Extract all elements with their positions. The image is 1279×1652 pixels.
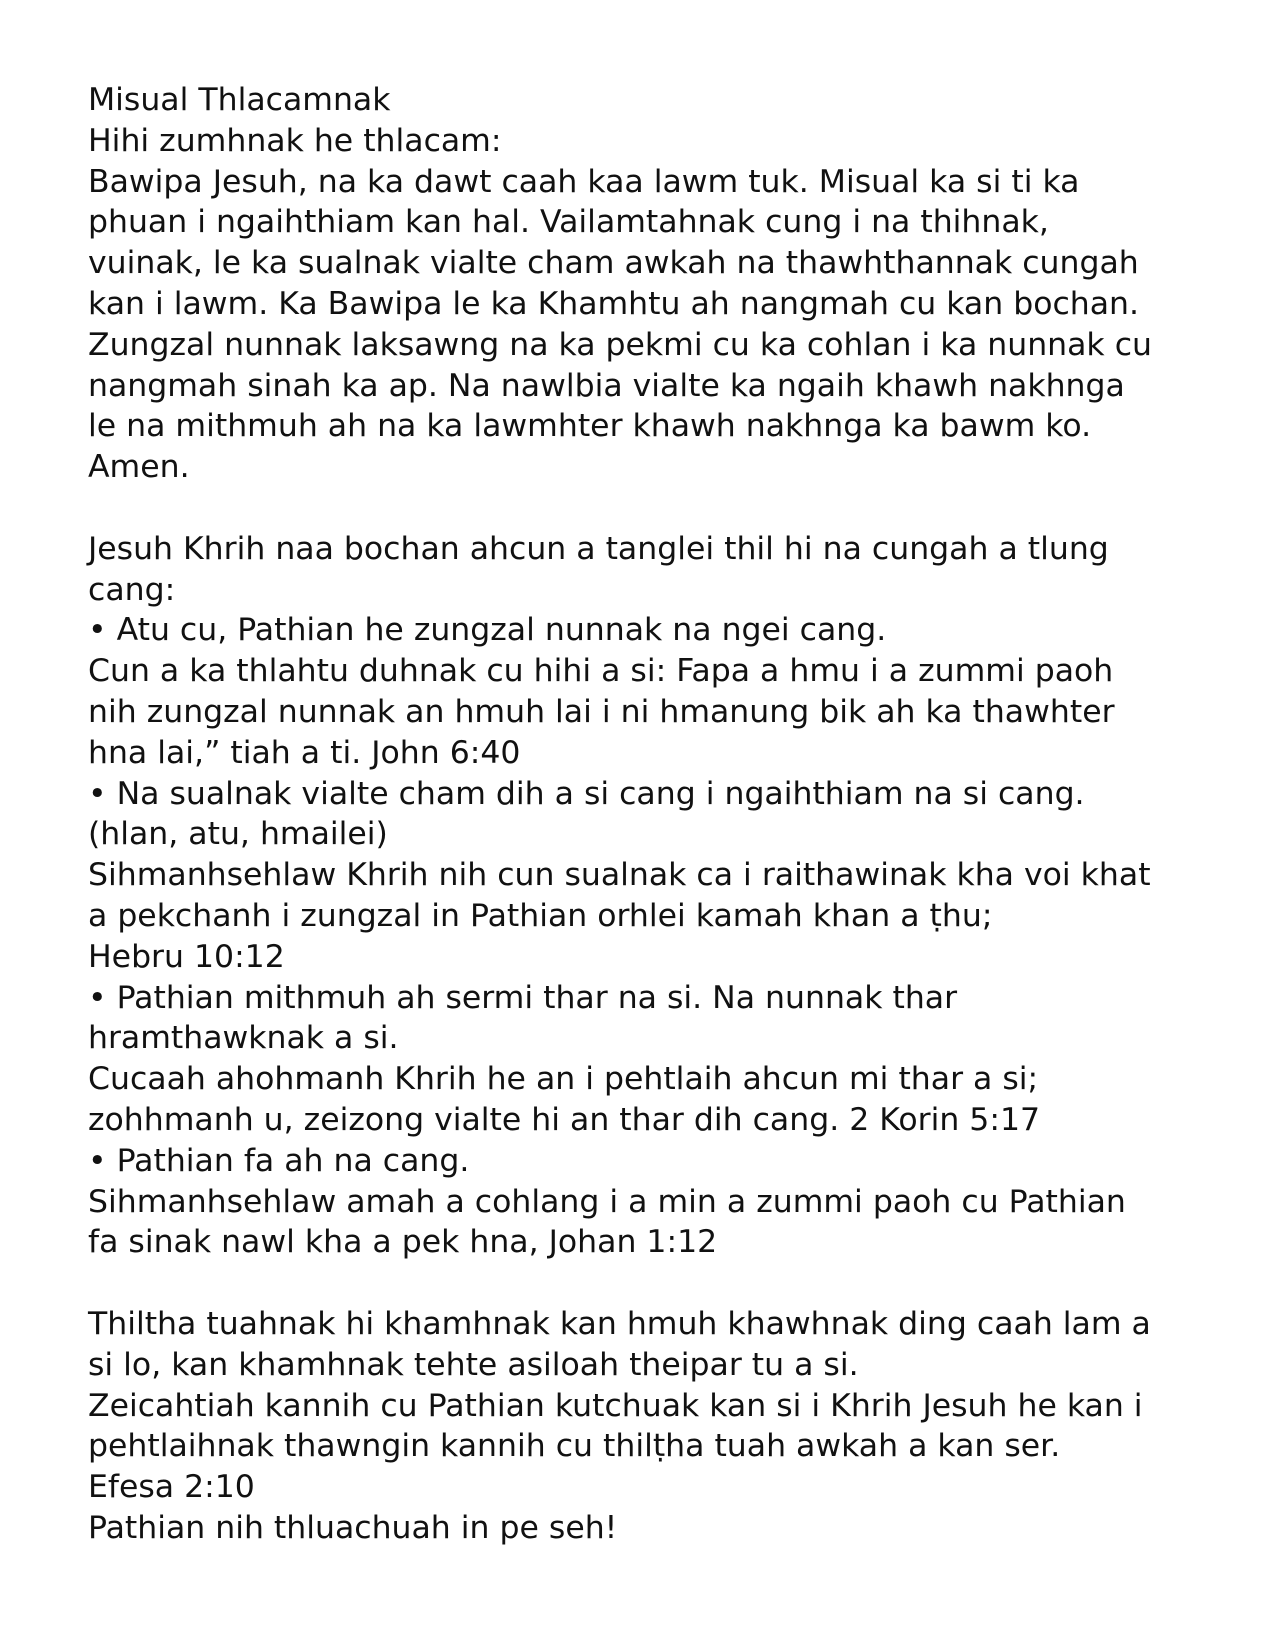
bullet-line: • Pathian mithmuh ah sermi thar na si. Na nunnak thar [88, 979, 958, 1016]
bullet-line: • Atu cu, Pathian he zungzal nunnak na ngei cang. [88, 612, 887, 649]
section2-line: Cun a ka thlahtu duhnak cu hihi a si: Fapa a hmu i a zummi paoh [88, 653, 1114, 690]
prayer-line: Bawipa Jesuh, na ka dawt caah kaa lawm tuk. Misual ka si ti ka [88, 163, 1080, 200]
blank-line [88, 1263, 1208, 1304]
section2-line: cang: [88, 571, 176, 608]
section3-line: Zeicahtiah kannih cu Pathian kutchuak kan si i Khrih Jesuh he kan i [88, 1387, 1143, 1424]
section3-line: Thiltha tuahnak hi khamhnak kan hmuh khawhnak ding caah lam a [88, 1305, 1151, 1342]
section2-line: nih zungzal nunnak an hmuh lai i ni hmanung bik ah ka thawhter [88, 693, 1115, 730]
closing-line: Pathian nih thluachuah in pe seh! [88, 1509, 618, 1546]
prayer-line: phuan i ngaihthiam kan hal. Vailamtahnak cung i na thihnak, [88, 204, 1049, 241]
section2-line: hna lai,” tiah a ti. John 6:40 [88, 734, 521, 771]
bullet-line: • Na sualnak vialte cham dih a si cang i ngaihthiam na si cang. [88, 775, 1085, 812]
section2-line: Hebru 10:12 [88, 938, 285, 975]
section2-line: a pekchanh i zungzal in Pathian orhlei kamah khan a ṭhu; [88, 897, 993, 934]
section2-line: (hlan, atu, hmailei) [88, 816, 388, 853]
section2-line: hramthawknak a si. [88, 1020, 399, 1057]
section2-line: zohhmanh u, zeizong vialte hi an thar dih cang. 2 Korin 5:17 [88, 1101, 1041, 1138]
section3-line: si lo, kan khamhnak tehte asiloah theipar tu a si. [88, 1346, 859, 1383]
blank-line [88, 488, 1208, 529]
section2-line: Cucaah ahohmanh Khrih he an i pehtlaih ahcun mi thar a si; [88, 1061, 1039, 1098]
section2-line: Jesuh Khrih naa bochan ahcun a tanglei thil hi na cungah a tlung [88, 530, 1109, 567]
section2-line: Sihmanhsehlaw Khrih nih cun sualnak ca i raithawinak kha voi khat [88, 857, 1151, 894]
prayer-line: le na mithmuh ah na ka lawmhter khawh nakhnga ka bawm ko. [88, 408, 1092, 445]
bullet-line: • Pathian fa ah na cang. [88, 1142, 470, 1179]
intro-line: Hihi zumhnak he thlacam: [88, 122, 502, 159]
prayer-line: kan i lawm. Ka Bawipa le ka Khamhtu ah nangmah cu kan bochan. [88, 285, 1140, 322]
document-page [88, 80, 1208, 1549]
prayer-line: vuinak, le ka sualnak vialte cham awkah na thawhthannak cungah [88, 245, 1139, 282]
section3-line: Efesa 2:10 [88, 1469, 255, 1506]
prayer-line: nangmah sinah ka ap. Na nawlbia vialte ka ngaih khawh nakhnga [88, 367, 1125, 404]
section3-line: pehtlaihnak thawngin kannih cu thilṭha tuah awkah a kan ser. [88, 1428, 1061, 1465]
prayer-line: Zungzal nunnak laksawng na ka pekmi cu ka cohlan i ka nunnak cu [88, 326, 1152, 363]
prayer-line: Amen. [88, 449, 190, 486]
section2-line: fa sinak nawl kha a pek hna, Johan 1:12 [88, 1224, 718, 1261]
section2-line: Sihmanhsehlaw amah a cohlang i a min a zummi paoh cu Pathian [88, 1183, 1126, 1220]
document-title: Misual Thlacamnak [88, 82, 391, 118]
